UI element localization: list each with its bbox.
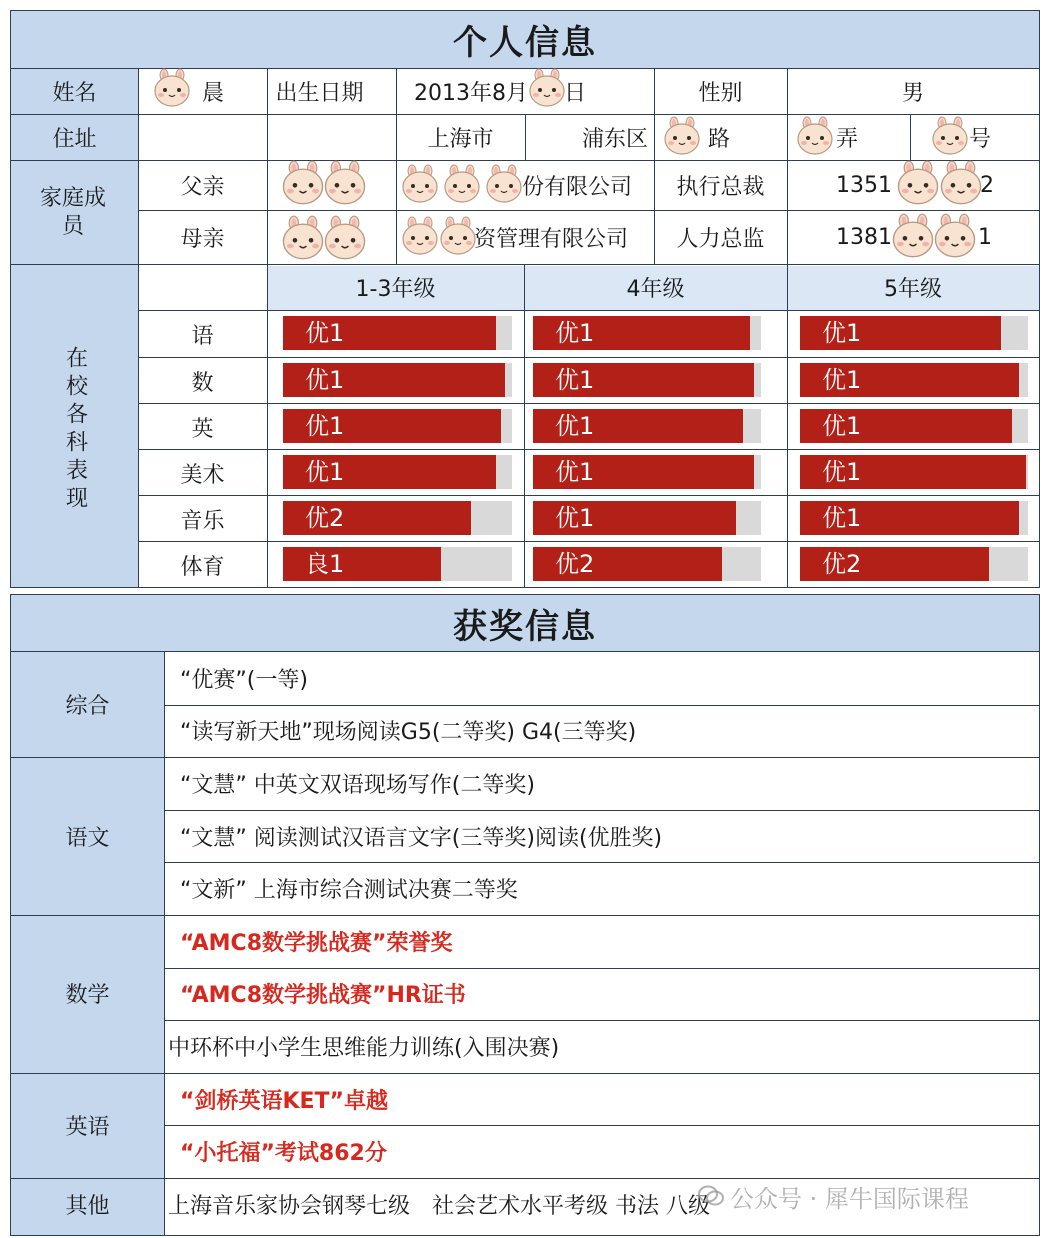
award-category: 综合 [65, 694, 110, 720]
award-item: “AMC8数学挑战赛”HR证书 [180, 983, 466, 1009]
wechat-icon [698, 1185, 724, 1207]
grade-header-3: 5年级 [884, 277, 942, 302]
subject-label: 音乐 [180, 508, 225, 534]
sticker-face-icon [280, 160, 326, 206]
score-bar [283, 316, 512, 350]
mother-company: 资管理有限公司 [474, 227, 629, 252]
watermark-text: 公众号 · 犀牛国际课程 [730, 1184, 969, 1213]
address-district: 浦东区 [581, 127, 648, 152]
mother-phone-suffix: 1 [978, 225, 992, 250]
gender-value: 男 [901, 81, 924, 106]
score-bar [283, 547, 512, 581]
watermark [698, 1176, 1038, 1216]
score-bar [533, 363, 761, 397]
score-label: 优1 [822, 412, 862, 440]
mother-label: 母亲 [180, 227, 225, 252]
score-bar [533, 316, 761, 350]
score-label: 优2 [822, 550, 862, 578]
score-bar [800, 316, 1028, 350]
father-phone-prefix: 1351 [836, 173, 892, 198]
score-label: 优1 [555, 366, 595, 394]
score-bar [800, 409, 1028, 443]
address-number: 号 [969, 127, 992, 152]
father-phone-suffix: 2 [980, 173, 994, 198]
award-category: 数学 [65, 983, 110, 1009]
mother-phone-prefix: 1381 [836, 225, 892, 250]
score-label: 优1 [555, 319, 595, 347]
award-item: “文慧” 阅读测试汉语言文字(三等奖)阅读(优胜奖) [180, 825, 663, 851]
score-bar [800, 363, 1028, 397]
score-bar [533, 501, 761, 535]
sticker-face-icon [280, 215, 326, 261]
score-bar [533, 547, 761, 581]
grade-header-2: 4年级 [626, 277, 685, 302]
subject-label: 数 [191, 370, 214, 396]
gender-label: 性别 [698, 81, 743, 106]
sticker-face-icon [152, 68, 192, 108]
family-label: 家庭成员 [39, 185, 106, 239]
father-label: 父亲 [180, 175, 225, 200]
sticker-face-icon [322, 215, 368, 261]
subject-label: 美术 [180, 462, 225, 488]
sticker-face-icon [322, 160, 368, 206]
score-label: 优1 [305, 412, 345, 440]
score-label: 优1 [822, 366, 862, 394]
name-value: 晨 [202, 81, 225, 106]
award-item: 中环杯中小学生思维能力训练(入围决赛) [168, 1035, 560, 1061]
address-city: 上海市 [427, 127, 494, 152]
award-item: “优赛”(一等) [180, 667, 308, 693]
score-bar [283, 455, 512, 489]
performance-label: 在校各科表现 [62, 346, 88, 514]
award-item: “文新” 上海市综合测试决赛二等奖 [180, 878, 518, 904]
score-label: 优1 [305, 458, 345, 486]
award-category: 语文 [65, 825, 110, 851]
score-label: 优2 [555, 550, 595, 578]
name-label: 姓名 [52, 81, 97, 106]
score-label: 优1 [555, 504, 595, 532]
sticker-face-icon [890, 213, 936, 259]
score-bar [800, 455, 1028, 489]
score-bar [283, 409, 512, 443]
father-title: 执行总裁 [676, 175, 765, 200]
address-label: 住址 [52, 127, 97, 152]
score-label: 优1 [822, 504, 862, 532]
score-bar [533, 455, 761, 489]
score-label: 优1 [305, 366, 345, 394]
sticker-face-icon [400, 164, 440, 204]
score-label: 优2 [305, 504, 345, 532]
subject-label: 体育 [180, 554, 225, 580]
subject-label: 英 [191, 416, 214, 442]
score-bar [283, 363, 512, 397]
score-label: 优1 [555, 458, 595, 486]
score-bar [800, 547, 1028, 581]
score-bar [533, 409, 761, 443]
score-label: 优1 [822, 319, 862, 347]
award-item: “小托福”考试862分 [180, 1141, 387, 1167]
personal-info-title: 个人信息 [453, 23, 597, 63]
award-category: 其他 [65, 1193, 110, 1219]
father-company: 份有限公司 [522, 175, 633, 200]
sticker-face-icon [895, 160, 941, 206]
award-item: “文慧” 中英文双语现场写作(二等奖) [180, 772, 535, 798]
dob-prefix: 2013年8月 [414, 81, 528, 106]
grade-header-1: 1-3年级 [355, 277, 436, 302]
score-label: 良1 [305, 550, 345, 578]
mother-title: 人力总监 [676, 227, 765, 252]
score-label: 优1 [305, 319, 345, 347]
sticker-face-icon [442, 164, 482, 204]
address-road: 路 [708, 127, 731, 152]
subject-label: 语 [191, 323, 214, 349]
score-bar [800, 501, 1028, 535]
awards-title: 获奖信息 [453, 606, 597, 647]
score-label: 优1 [822, 458, 862, 486]
score-label: 优1 [555, 412, 595, 440]
award-category: 英语 [65, 1114, 110, 1140]
award-item: “剑桥英语KET”卓越 [180, 1088, 389, 1114]
score-bar [283, 501, 512, 535]
award-item: “AMC8数学挑战赛”荣誉奖 [180, 930, 453, 956]
award-item: 上海音乐家协会钢琴七级 社会艺术水平考级 书法 八级 [168, 1193, 710, 1219]
award-item: “读写新天地”现场阅读G5(二等奖) G4(三等奖) [180, 720, 637, 746]
sticker-face-icon [400, 216, 440, 256]
address-lane: 弄 [836, 127, 859, 152]
dob-label: 出生日期 [275, 81, 364, 106]
dob-suffix: 日 [564, 81, 587, 106]
